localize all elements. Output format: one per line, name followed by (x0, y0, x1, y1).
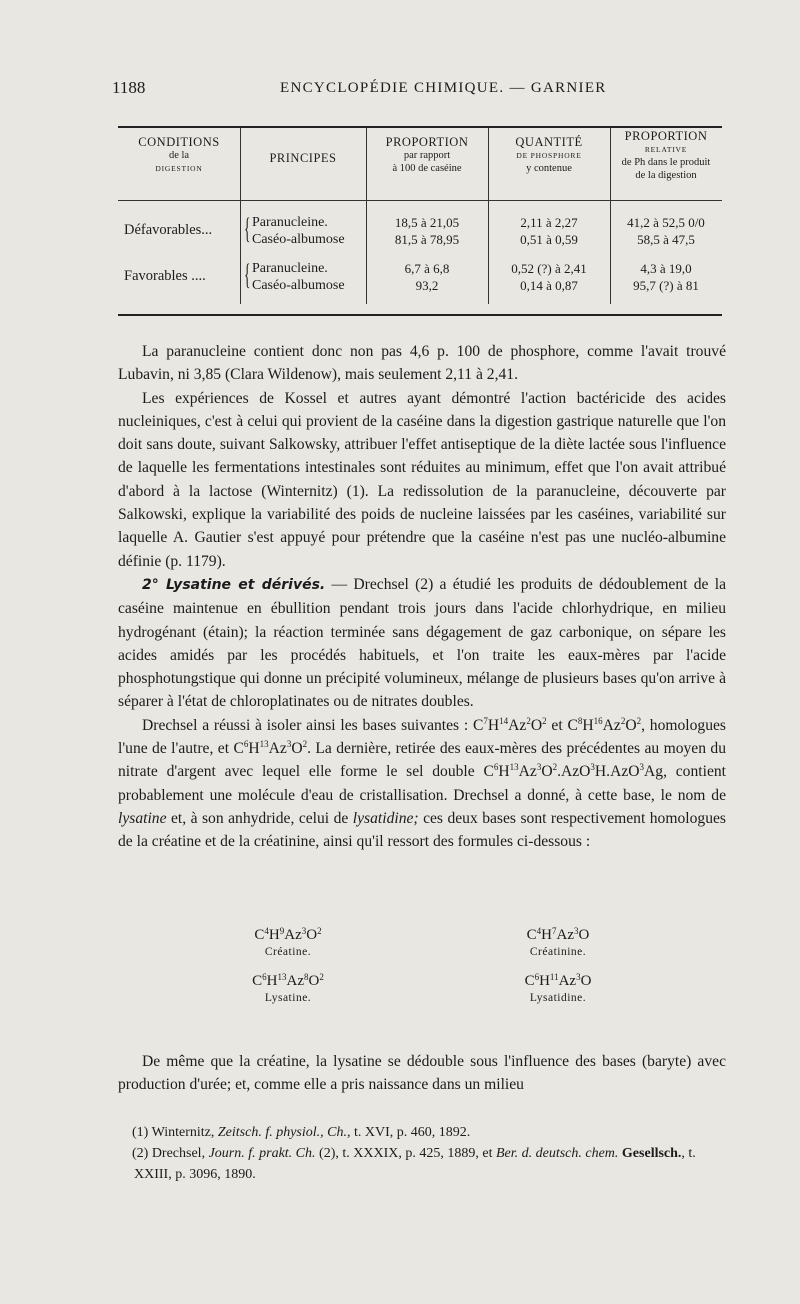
quantite-cell: 2,11 à 2,27 0,51 à 0,59 (520, 215, 578, 247)
formula-label: Créatinine. (529, 946, 587, 958)
section-title: 2° Lysatine et dérivés. (142, 576, 326, 593)
footnote: (1) Winternitz, Zeitsch. f. physiol., Ch., t. XVI, p. 460, 1892. (132, 1125, 471, 1140)
formula-column (448, 926, 668, 1018)
principes-cell: Paranucleine. Caséo-albumose (252, 261, 345, 293)
paragraph: La paranucleine contient donc non pas 4,6 p. 100 de phosphore, comme l'avait trouvé Lubavin, ni 3,85 (Clara Wildenow), mais seulement 2,11 à 2,41. (118, 343, 726, 384)
column-header-proportion-relative: PROPORTION RELATIVE de Ph dans le produit de la digestion (621, 129, 711, 181)
page-number: 1188 (112, 78, 146, 97)
footnotes (118, 1122, 728, 1185)
proportion-cell: 6,7 à 6,8 93,2 (404, 261, 450, 293)
paragraph: De même que la créatine, la lysatine se dédouble sous l'influence des bases (baryte) avec production d'urée; et, comme elle a pris naissance dans un milieu (118, 1053, 726, 1094)
footnote: (2) Drechsel, Journ. f. prakt. Ch. (2), t. XXXIX, p. 425, 1889, et Ber. d. deutsch. chem. Gesellsch., t. XXIII, p. 3096, 1890. (132, 1146, 696, 1182)
running-title: ENCYCLOPÉDIE CHIMIQUE. — GARNIER (280, 80, 607, 96)
body-text (118, 340, 726, 854)
brace: { (243, 258, 251, 291)
principes-cell: Paranucleine. Caséo-albumose (252, 215, 345, 247)
formula-column (178, 926, 398, 1018)
running-head (112, 78, 722, 100)
table-header-rule (118, 200, 722, 201)
formula-lysatidine: $C^6H^{11}Az^3O$ (524, 972, 592, 989)
formula-lysatine: $C^6H^{13}Az^8O^2$ (252, 972, 324, 989)
formula-label: Lysatidine. (529, 992, 587, 1004)
paragraph: Drechsel a réussi à isoler ainsi les bases suivantes : $C^7H^{14}Az^2O^2$ et $C^8H^{16}Az^2O^2$, homologues l'une de l'autre, et $C^6H^{13}Az^3O^2$. La dernière, retirée des eaux-mères des précédentes au moyen du nitrate d'argent avec lequel elle forme le sel double $C^6H^{13}Az^3O^2.AzO^3H.AzO^3Ag$, contient probablement une molécule d'eau de cristallisation. Drechsel a donné, à cette base, le nom de lysatine et, à son anhydride, celui de lysatidine; ces deux bases sont respectivement homologues de la créatine et de la créatinine, ainsi qu'il ressort des formules ci-dessous : (118, 715, 727, 851)
formula-label: Lysatine. (264, 992, 312, 1004)
paragraph: 2° Lysatine et dérivés. — Drechsel (2) a étudié les produits de dédoublement de la caséine maintenue en ébullition pendant trois jours dans l'acide chlorhydrique, en milieu hydrogénant (étain); la réaction terminée sans dégagement de gaz carbonique, on sépare les acides amidés par les procédés habituels, et l'on traite les eaux-mères par l'acide phosphotungstique qui donne un précipité volumineux, mélange de plusieurs bases qu'on arrive à séparer à l'état de chloroplatinates ou de nitrates doubles. (118, 575, 727, 711)
column-header-quantite: QUANTITÉ DE PHOSPHORE y contenue (515, 135, 583, 174)
proportion-relative-cell: 4,3 à 19,0 95,7 (?) à 81 (633, 261, 699, 293)
brace: { (243, 212, 251, 245)
column-header-principes: PRINCIPES (269, 151, 337, 165)
proportion-relative-cell: 41,2 à 52,5 0/0 58,5 à 47,5 (627, 215, 705, 247)
paragraph: Les expériences de Kossel et autres ayant démontré l'action bactéricide des acides nucleiniques, c'est à celui qui provient de la caséine dans la digestion gastrique naturelle que l'on doit sans doute, suivant Salkowsky, attribuer l'effet antiseptique de la diète lactée sous l'influence de laquelle les fermentations intestinales sont réduites au minimum, effet que l'on avait attribué d'abord à la lactose (Winternitz) (1). La redissolution de la paranucleine, découverte par Salkowski, explique la variabilité des poids de nucleine laissées par les caséines, variabilité sur laquelle A. Gautier s'est appuyé pour prétendre que la caséine n'est pas une nucléo-albumine définie (p. 1179). (118, 389, 726, 570)
column-header-conditions: CONDITIONS de la DIGESTION (138, 135, 220, 173)
proportion-cell: 18,5 à 21,05 81,5 à 78,95 (394, 215, 460, 247)
quantite-cell: 0,52 (?) à 2,41 0,14 à 0,87 (511, 261, 587, 293)
body-text-continued (118, 1050, 726, 1097)
formula-creatine: $C^4H^9Az^3O^2$ (254, 926, 322, 943)
condition-label: Favorables .... (124, 268, 206, 284)
formula-creatinine: $C^4H^7Az^3O$ (526, 926, 590, 943)
digestion-table (118, 126, 722, 316)
formula-block (118, 926, 726, 1036)
condition-label: Défavorables... (124, 222, 213, 238)
formula-label: Créatine. (264, 946, 312, 958)
column-header-proportion: PROPORTION par rapport à 100 de caséine (385, 135, 469, 174)
